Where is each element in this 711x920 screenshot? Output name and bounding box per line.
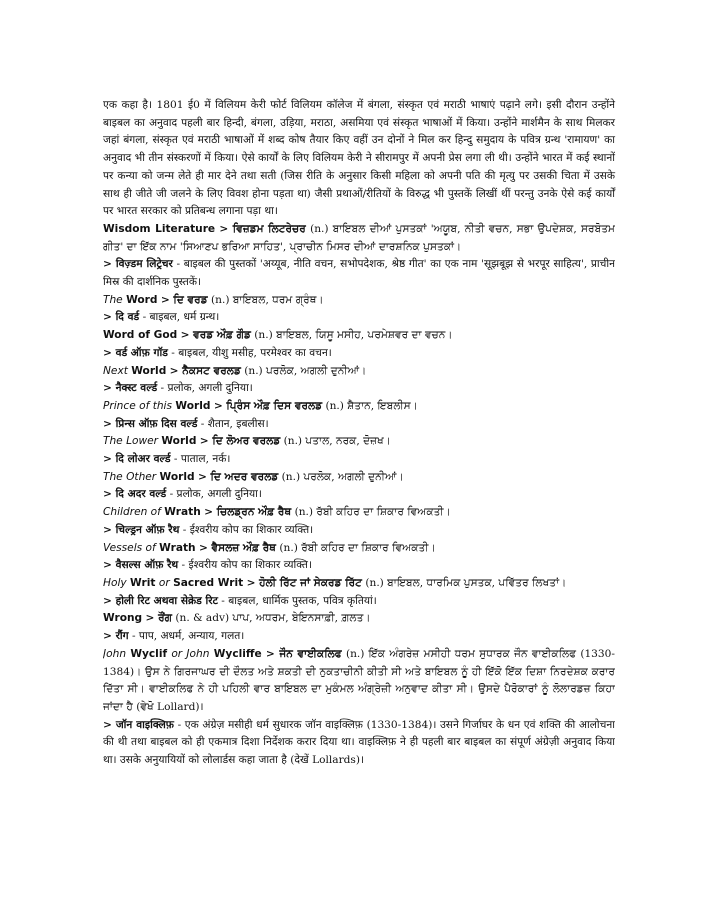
term-prefix: The Other bbox=[103, 470, 157, 483]
hindi-transliteration: > विज़्डम लिट्रेचर bbox=[103, 258, 173, 271]
punjabi-definition: (n. & adv) ਪਾਪ, ਅਧਰਮ, ਬੇਇਨਸਾਫ਼ੀ, ਗ਼ਲਤ। bbox=[175, 612, 371, 625]
headword: Wrong bbox=[103, 612, 143, 625]
hindi-transliteration: > वर्ड ऑफ़ गॉड bbox=[103, 346, 168, 359]
headword: World bbox=[161, 435, 197, 448]
term-prefix: Holy bbox=[103, 576, 127, 589]
entry-headword-line bbox=[103, 610, 615, 628]
entry-headword-line bbox=[103, 327, 615, 345]
hindi-definition: - पाताल, नर्क। bbox=[173, 453, 231, 466]
headword: Writ bbox=[130, 576, 156, 589]
entry-hindi-line bbox=[103, 593, 615, 611]
punjabi-definition: (n.) ਪਤਾਲ, ਨਰਕ, ਦੋਜ਼ਖ। bbox=[283, 435, 391, 448]
entry-hindi-line bbox=[103, 309, 615, 327]
dictionary-entry bbox=[103, 433, 615, 468]
punjabi-transliteration: > ਪ੍ਰਿੰਸ ਔਫ਼ ਦਿਸ ਵਰਲਡ bbox=[213, 399, 323, 412]
entry-headword-line bbox=[103, 398, 615, 416]
term-prefix: Children of bbox=[103, 506, 161, 519]
dictionary-entry bbox=[103, 398, 615, 433]
entry-hindi-line bbox=[103, 256, 615, 291]
headword: World bbox=[175, 399, 211, 412]
entry-headword-line bbox=[103, 469, 615, 487]
term-connector: or John bbox=[171, 647, 210, 660]
punjabi-definition: (n.) ਰੱਬੀ ਕਹਿਰ ਦਾ ਸ਼ਿਕਾਰ ਵਿਅਕਤੀ। bbox=[294, 506, 451, 519]
punjabi-transliteration: > ਦਿ ਲੋਅਰ ਵਰਲਡ bbox=[199, 435, 281, 448]
hindi-definition: - ईश्वरीय कोप का शिकार व्यक्ति। bbox=[181, 559, 312, 572]
hindi-transliteration: > प्रिन्स ऑफ़ दिस वर्ल्ड bbox=[103, 417, 198, 430]
punjabi-transliteration: > ਵੈਸਲਜ਼ ਔਫ਼ ਰੈਥ bbox=[198, 541, 277, 554]
entry-hindi-line bbox=[103, 628, 615, 646]
term-prefix: The Lower bbox=[103, 435, 158, 448]
punjabi-transliteration: > ਵਰਡ ਔਫ਼ ਗੌਡ bbox=[180, 329, 251, 342]
punjabi-definition: (n.) ਪਰਲੋਕ, ਅਗਲੀ ਦੁਨੀਆਂ। bbox=[244, 364, 367, 377]
hindi-definition: - बाइबल, यीशु मसीह, परमेश्वर का वचन। bbox=[171, 346, 332, 359]
hindi-transliteration: > दि अदर वर्ल्ड bbox=[103, 488, 167, 501]
entry-headword-line bbox=[103, 646, 615, 717]
hindi-transliteration: > नैक्स्ट वर्ल्ड bbox=[103, 382, 158, 395]
entry-hindi-line bbox=[103, 416, 615, 434]
headword: Word bbox=[126, 293, 158, 306]
term-prefix: Prince of this bbox=[103, 399, 173, 412]
hindi-definition: - बाइबल, धार्मिक पुस्तक, पवित्र कृतियां। bbox=[221, 594, 377, 607]
term-prefix: John bbox=[103, 647, 127, 660]
dictionary-entry bbox=[103, 540, 615, 575]
punjabi-definition: (n.) ਬਾਇਬਲ, ਧਾਰਮਿਕ ਪੁਸਤਕ, ਪਵਿੱਤਰ ਲਿਖਤਾਂ। bbox=[365, 576, 567, 589]
dictionary-entry bbox=[103, 327, 615, 362]
hindi-definition: - बाइबल की पुस्तकों 'अय्यूब, नीति वचन, सभोपदेशक, श्रेष्ठ गीत' का एक नाम 'सूझबूझ से भरपूर साहित्य', प्राचीन मिस्र की दार्शनिक पुस्तकें। bbox=[103, 258, 615, 289]
punjabi-definition: (n.) ਬਾਇਬਲ ਦੀਆਂ ਪੁਸਤਕਾਂ 'ਅਯੂਬ, ਨੀਤੀ ਵਚਨ, ਸਭਾ ਉਪਦੇਸ਼ਕ, ਸਰਬੋਤਮ ਗੀਤ' ਦਾ ਇੱਕ ਨਾਮ 'ਸਿਆਣਪ ਭਰਿਆ ਸਾਹਿਤ', ਪ੍ਰਾਚੀਨ ਮਿਸਰ ਦੀਆਂ ਦਾਰਸ਼ਨਿਕ ਪੁਸਤਕਾਂ। bbox=[103, 222, 615, 253]
punjabi-definition: (n.) ਇੱਕ ਅੰਗਰੇਜ਼ ਮਸੀਹੀ ਧਰਮ ਸੁਧਾਰਕ ਜੌਨ ਵਾਈਕਲਿਫ (1330-1384)। ਉਸ ਨੇ ਗਿਰਜਾਘਰ ਦੀ ਦੌਲਤ ਅਤੇ ਸ਼ਕਤੀ ਦੀ ਨੁਕਤਾਚੀਨੀ ਕੀਤੀ ਸੀ ਅਤੇ ਬਾਇਬਲ ਨੂੰ ਹੀ ਇੱਕੋ ਇੱਕ ਦਿਸ਼ਾ ਨਿਰਦੇਸ਼ਕ ਕਰਾਰ ਦਿੱਤਾ ਸੀ। ਵਾਈਕਲਿਫ ਨੇ ਹੀ ਪਹਿਲੀ ਵਾਰ ਬਾਇਬਲ ਦਾ ਮੁਕੰਮਲ ਅੰਗ੍ਰੇਜ਼ੀ ਅਨੁਵਾਦ ਕੀਤਾ ਸੀ। ਉਸਦੇ ਪੈਰੋਕਾਰਾਂ ਨੂੰ ਲੋਲਾਰਡਜ਼ ਕਿਹਾ ਜਾਂਦਾ ਹੈ (ਵੇਖੋ Lollard)। bbox=[103, 647, 615, 713]
hindi-transliteration: > दि लोअर वर्ल्ड bbox=[103, 453, 171, 466]
punjabi-transliteration: > ਹੋਲੀ ਰਿੱਟ ਜਾਂ ਸੇਕਰਡ ਰਿੱਟ bbox=[246, 576, 362, 589]
hindi-transliteration: > रौंग bbox=[103, 630, 129, 643]
entry-headword-line bbox=[103, 433, 615, 451]
entry-headword-line bbox=[103, 221, 615, 256]
dictionary-entry bbox=[103, 575, 615, 610]
entry-headword-line bbox=[103, 575, 615, 593]
hindi-definition: - प्रलोक, अगली दुनिया। bbox=[169, 488, 262, 501]
punjabi-transliteration: > ਰੌਂਗ bbox=[145, 612, 173, 625]
entry-headword-line bbox=[103, 540, 615, 558]
hindi-definition: - एक अंग्रेज़ मसीही धर्म सुधारक जॉन वाइक्लिफ़ (1330-1384)। उसने गिर्जाघर के धन एवं शक्ति की आलोचना की थी तथा बाइबल को ही एकमात्र दिशा निर्देशक करार दिया था। वाइक्लिफ़ ने ही पहली बार बाइबल का संपूर्ण अंग्रेज़ी अनुवाद किया था। उसके अनुयायियों को लोलार्डस कहा जाता है (देखें Lollards)। bbox=[103, 718, 615, 767]
headword-variant: Wycliffe bbox=[213, 647, 262, 660]
entry-hindi-line bbox=[103, 345, 615, 363]
headword: Wrath bbox=[159, 541, 196, 554]
dictionary-entry bbox=[103, 292, 615, 327]
punjabi-transliteration: > ਦਿ ਅਦਰ ਵਰਲਡ bbox=[197, 470, 279, 483]
hindi-definition: - शैतान, इबलीस। bbox=[200, 417, 269, 430]
punjabi-transliteration: > ਜੌਨ ਵਾਈਕਲਿਫ bbox=[265, 647, 342, 660]
hindi-definition: - पाप, अधर्म, अन्याय, गलत। bbox=[131, 630, 245, 643]
headword: Wyclif bbox=[130, 647, 168, 660]
term-prefix: The bbox=[103, 293, 123, 306]
hindi-transliteration: > होली रिट अथवा सेक्रेड रिट bbox=[103, 594, 218, 607]
term-connector: or bbox=[158, 576, 170, 589]
dictionary-entry bbox=[103, 504, 615, 539]
punjabi-transliteration: > ਦਿ ਵਰਡ bbox=[160, 293, 208, 306]
entry-hindi-line bbox=[103, 557, 615, 575]
punjabi-definition: (n.) ਸ਼ੈਤਾਨ, ਇਬਲੀਸ। bbox=[325, 399, 418, 412]
entry-hindi-line bbox=[103, 717, 615, 770]
headword: Wrath bbox=[164, 506, 201, 519]
dictionary-entry bbox=[103, 221, 615, 292]
hindi-definition: - बाइबल, धर्म ग्रन्थ। bbox=[142, 311, 220, 324]
entry-hindi-line bbox=[103, 522, 615, 540]
punjabi-transliteration: > ਨੈਕਸਟ ਵਰਲਡ bbox=[169, 364, 241, 377]
dictionary-entries bbox=[103, 221, 615, 770]
punjabi-definition: (n.) ਪਰਲੋਕ, ਅਗਲੀ ਦੁਨੀਆਂ। bbox=[281, 470, 404, 483]
document-page bbox=[103, 97, 615, 770]
entry-headword-line bbox=[103, 363, 615, 381]
term-prefix: Vessels of bbox=[103, 541, 156, 554]
hindi-definition: - ईश्वरीय कोप का शिकार व्यक्ति। bbox=[182, 523, 314, 536]
hindi-transliteration: > जॉन वाइक्लिफ़ bbox=[103, 718, 174, 731]
headword: World bbox=[159, 470, 195, 483]
hindi-transliteration: > वैसल्स ऑफ़ रैथ bbox=[103, 559, 179, 572]
entry-headword-line bbox=[103, 504, 615, 522]
dictionary-entry bbox=[103, 646, 615, 770]
entry-hindi-line bbox=[103, 451, 615, 469]
hindi-definition: - प्रलोक, अगली दुनिया। bbox=[160, 382, 253, 395]
hindi-transliteration: > चिल्ड्रन ऑफ़ रैथ bbox=[103, 523, 180, 536]
entry-hindi-line bbox=[103, 486, 615, 504]
headword: World bbox=[131, 364, 167, 377]
punjabi-definition: (n.) ਰੱਬੀ ਕਹਿਰ ਦਾ ਸ਼ਿਕਾਰ ਵਿਅਕਤੀ। bbox=[279, 541, 436, 554]
punjabi-transliteration: > ਚਿਲਡ੍ਰਨ ਔਫ਼ ਰੈਥ bbox=[204, 506, 292, 519]
term-prefix: Next bbox=[103, 364, 128, 377]
dictionary-entry bbox=[103, 610, 615, 645]
hindi-transliteration: > दि वर्ड bbox=[103, 311, 140, 324]
punjabi-definition: (n.) ਬਾਇਬਲ, ਧਰਮ ਗ੍ਰੰਥ। bbox=[211, 293, 324, 306]
headword: Wisdom Literature bbox=[103, 222, 216, 235]
entry-headword-line bbox=[103, 292, 615, 310]
intro-paragraph: एक कहा है। 1801 ई0 में विलियम केरी फोर्ट विलियम कॉलेज में बंगला, संस्कृत एवं मराठी भाषाएं पढ़ाने लगे। इसी दौरान उन्होंने बाइबल का अनुवाद पहली बार हिन्दी, बंगला, उड़िया, मराठा, असमिया एवं संस्कृत भाषाओं में किया। उन्होंने मार्शमैन के साथ मिलकर जहां बंगला, संस्कृत एवं मराठी भाषाओं में शब्द कोष तैयार किए वहीं उन दोनों ने मिल कर हिन्दु समुदाय के पवित्र ग्रन्थ 'रामायण' का अनुवाद भी तीन संस्करणों में किया। ऐसे कार्यों के लिए विलियम केरी ने सीरामपुर में अपनी प्रेस लगा ली थी। उन्होंने भारत में कई स्थानों पर कन्या को जन्म लेते ही मार देने तथा सती (जिस रीति के अनुसार किसी महिला को अपनी पति की मृत्यु पर उसकी चिता में उसके साथ ही जीते जी जलने के लिए विवश होना पड़ता था) जैसी प्रथाओं/रीतियों के विरुद्ध भी पुस्तकें लिखीं थीं परन्तु उनके ऐसे कई कार्यों पर भारत सरकार को प्रतिबन्ध लगाना पड़ा था। bbox=[103, 99, 615, 218]
entry-hindi-line bbox=[103, 380, 615, 398]
headword: Word of God bbox=[103, 329, 178, 342]
dictionary-entry bbox=[103, 469, 615, 504]
dictionary-entry bbox=[103, 363, 615, 398]
punjabi-transliteration: > ਵਿਜ਼ਡਮ ਲਿਟਰੇਚਰ bbox=[219, 222, 306, 235]
punjabi-definition: (n.) ਬਾਇਬਲ, ਯਿਸੂ ਮਸੀਹ, ਪਰਮੇਸ਼ਵਰ ਦਾ ਵਚਨ। bbox=[254, 329, 453, 342]
headword-variant: Sacred Writ bbox=[173, 576, 244, 589]
